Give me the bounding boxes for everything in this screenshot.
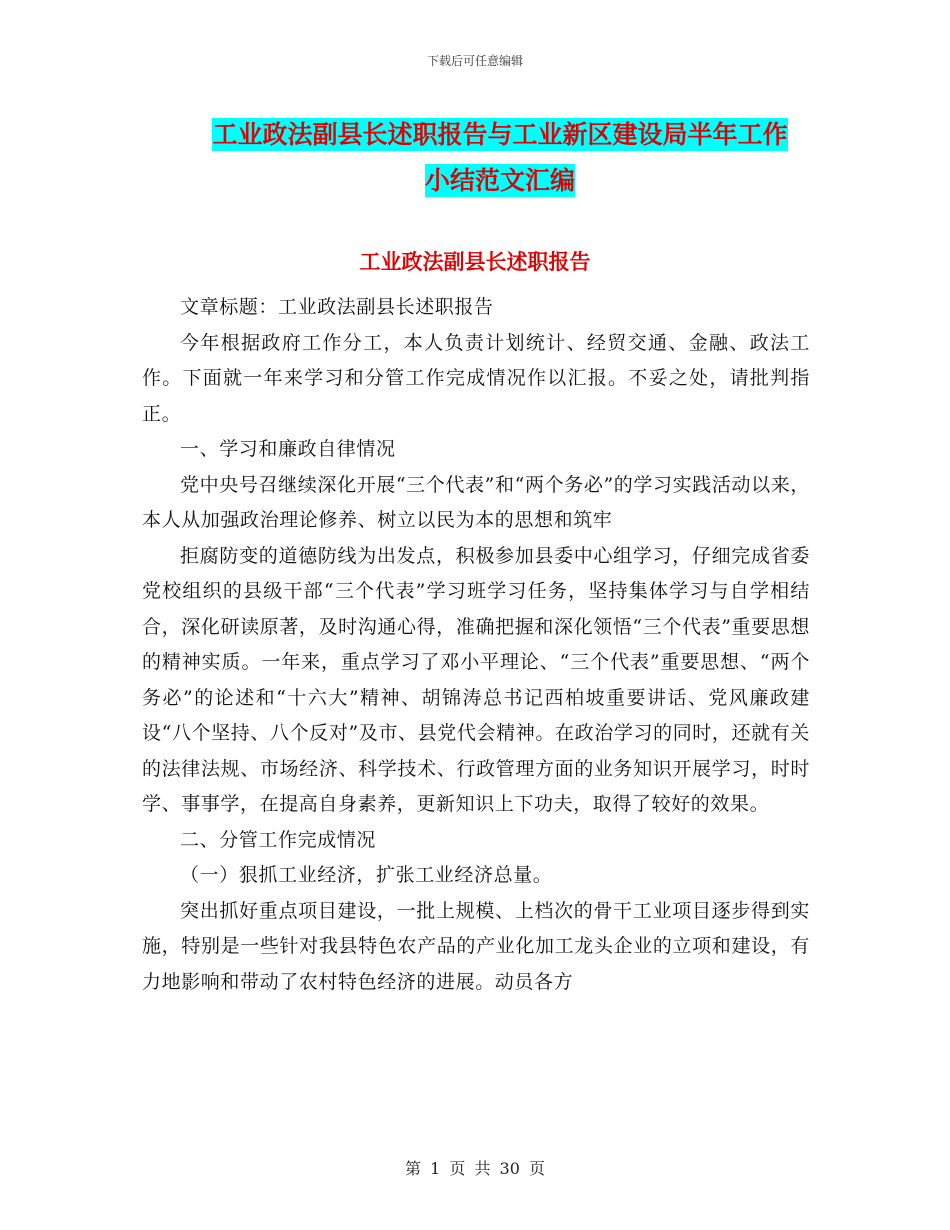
document-title-line1: 工业政法副县长述职报告与工业新区建设局半年工作 <box>212 120 788 149</box>
paragraph-article-label: 文章标题：工业政法副县长述职报告 <box>180 296 494 318</box>
paragraph-industry: 突出抓好重点项目建设，一批上规模、上档次的骨干工业项目逐步得到实施，特别是一些针对我县特色农产品的产业化加工龙头企业的立项和建设，有力地影响和带动了农村特色经济的进展。动员各方 <box>142 899 810 993</box>
section-heading-study: 一、学习和廉政自律情况 <box>180 438 396 460</box>
section-heading-work: 二、分管工作完成情况 <box>180 828 377 851</box>
paragraph-intro: 今年根据政府工作分工，本人负责计划统计、经贸交通、金融、政法工作。下面就一年来学习和分管工作完成情况作以汇报。不妥之处，请批判指正。 <box>142 331 810 425</box>
document-body <box>142 290 810 1000</box>
document-title <box>140 112 860 204</box>
subsection-heading-industry: （一）狠抓工业经济，扩张工业经济总量。 <box>180 864 553 886</box>
document-title-line2: 小结范文汇编 <box>424 166 575 195</box>
paragraph-study-1: 党中央号召继续深化开展“三个代表”和“两个务必”的学习实践活动以来，本人从加强政治理论修养、树立以民为本的思想和筑牢 <box>142 473 810 531</box>
article-title: 工业政法副县长述职报告 <box>359 250 591 274</box>
page-footer: 第 1 页 共 30 页 <box>405 1159 545 1178</box>
paragraph-study-2: 拒腐防变的道德防线为出发点，积极参加县委中心组学习，仔细完成省委党校组织的县级干部“三个代表”学习班学习任务，坚持集体学习与自学相结合，深化研读原著，及时沟通心得，准确把握和深化领悟“三个代表”重要思想的精神实质。一年来，重点学习了邓小平理论、“三个代表”重要思想、“两个务必”的论述和“十六大”精神、胡锦涛总书记西柏坡重要讲话、党风廉政建设“八个坚持、八个反对”及市、县党代会精神。在政治学习的同时，还就有关的法律法规、市场经济、科学技术、行政管理方面的业务知识开展学习，时时学、事事学，在提高自身素养，更新知识上下功夫，取得了较好的效果。 <box>142 544 810 815</box>
header-note: 下载后可任意编辑 <box>426 54 523 68</box>
